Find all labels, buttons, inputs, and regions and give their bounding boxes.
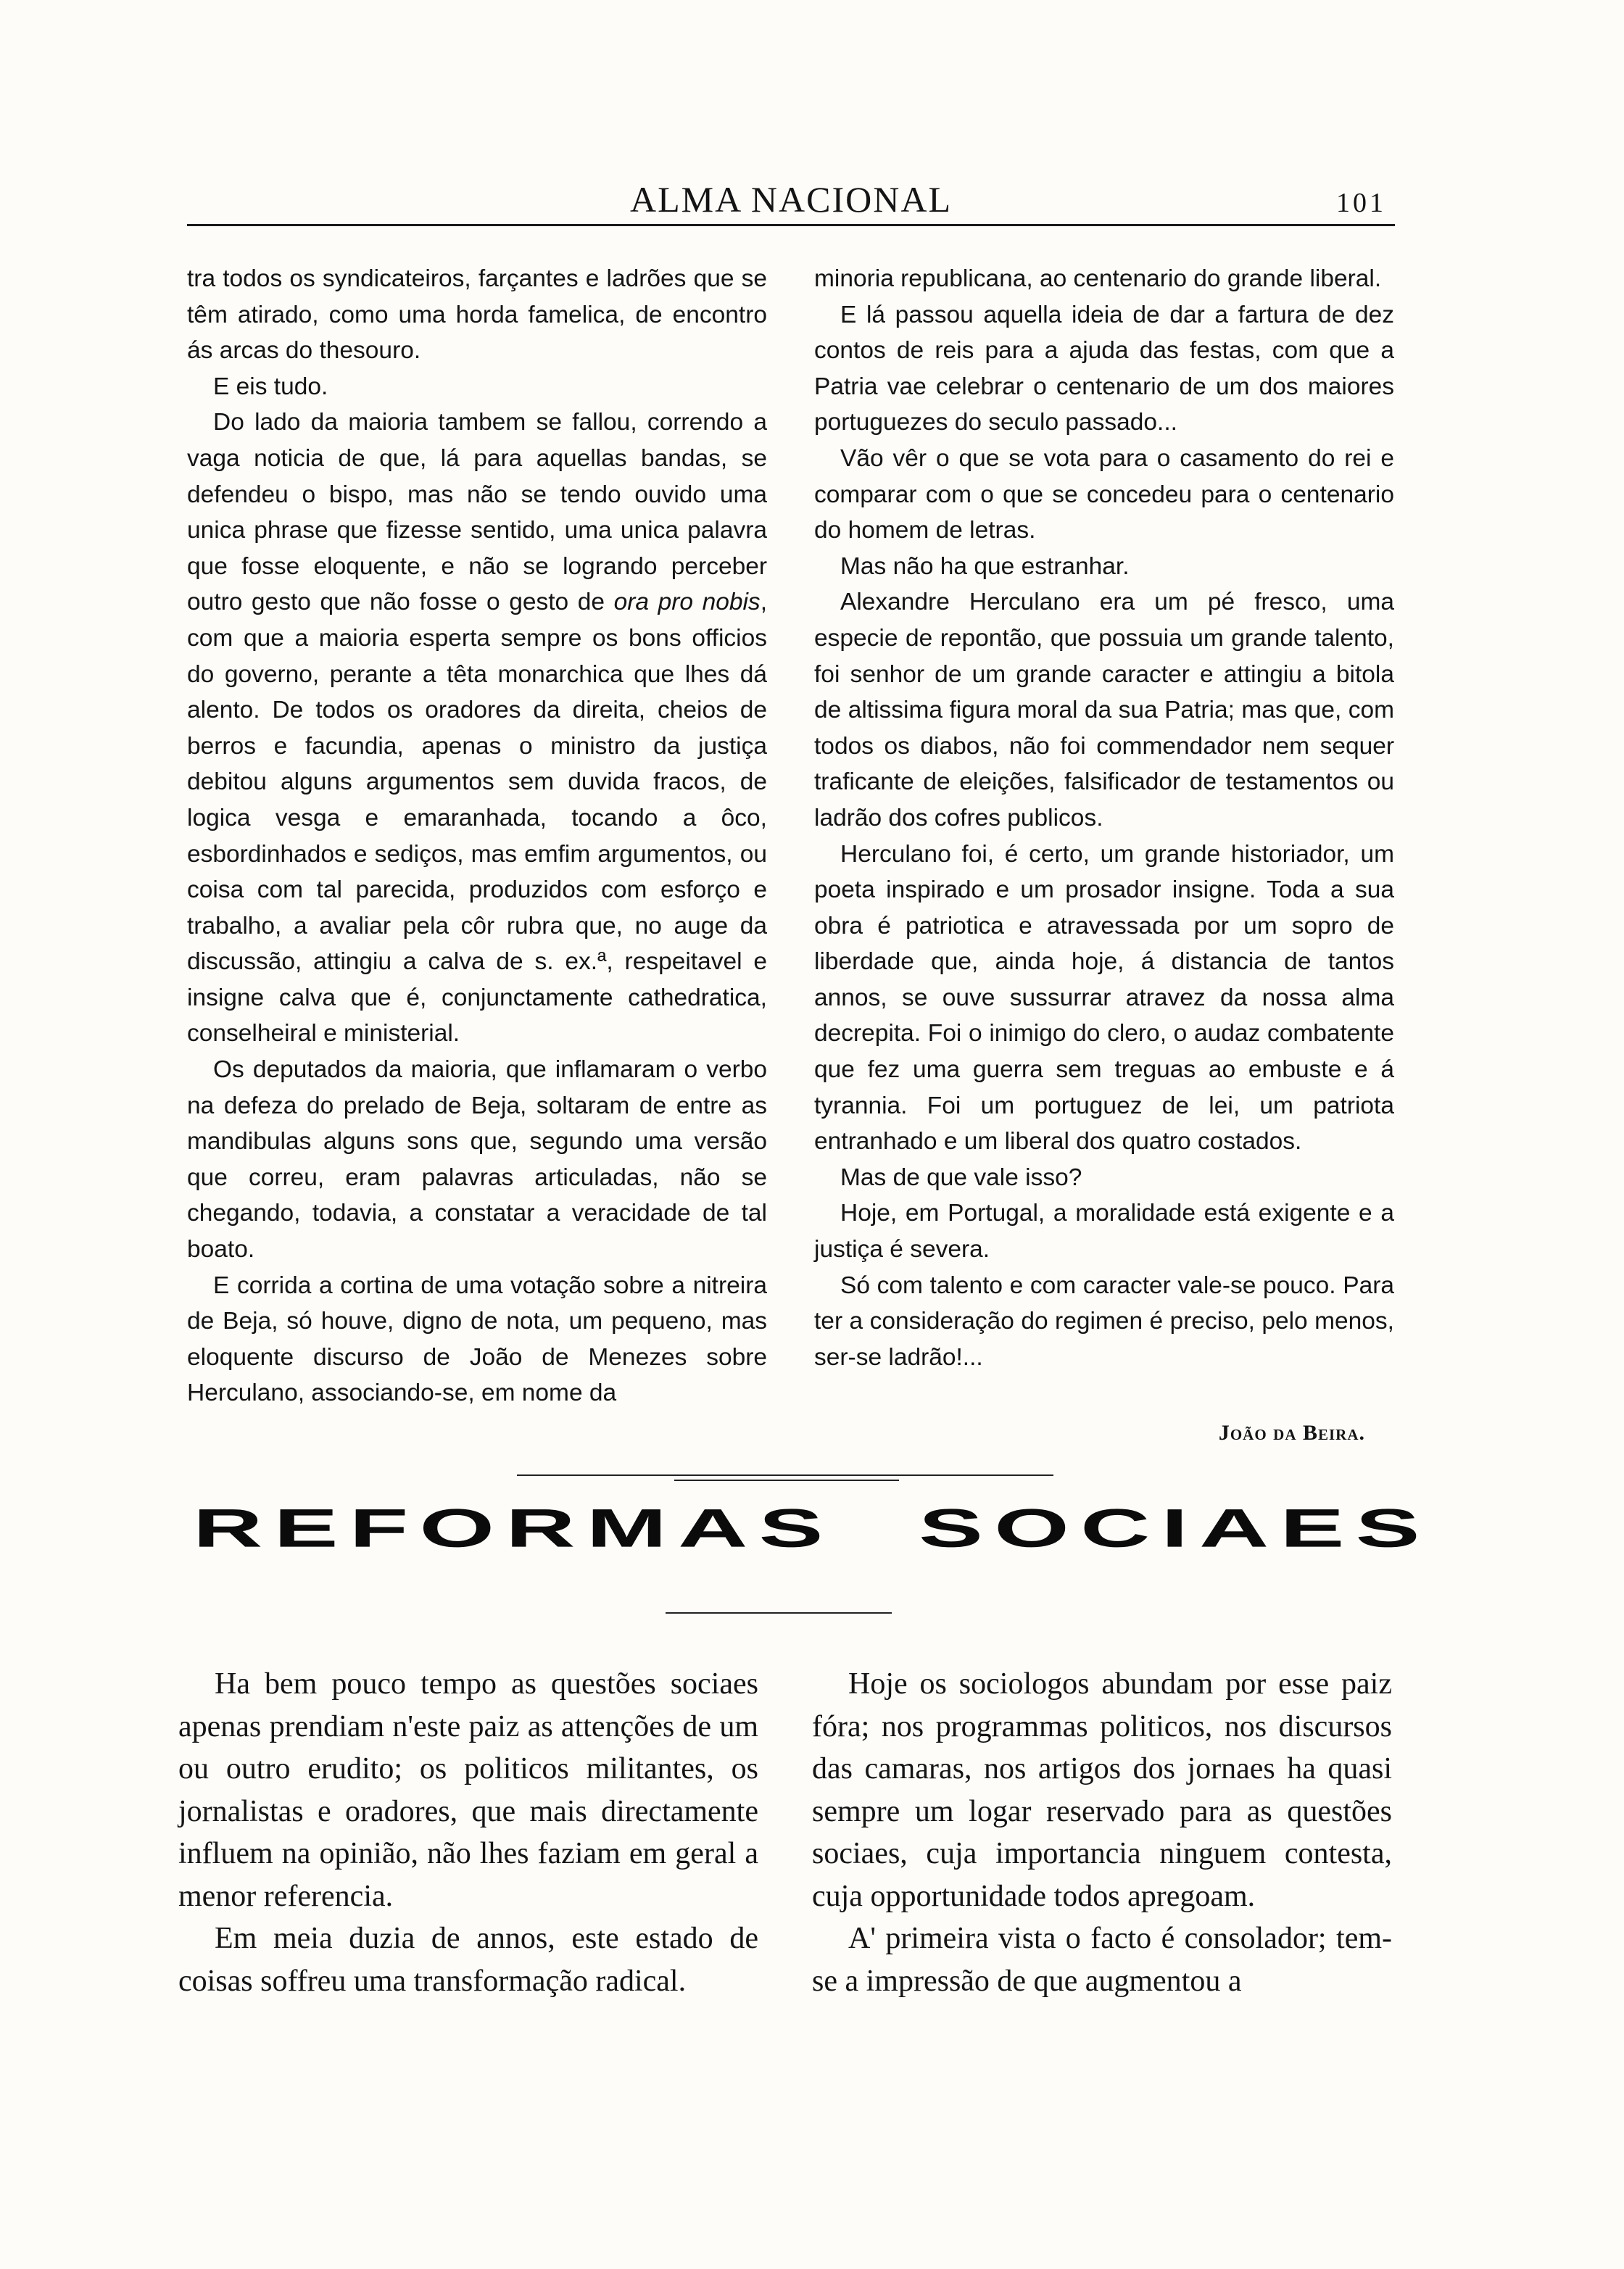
paragraph: Mas de que vale isso? bbox=[840, 1163, 1082, 1191]
paragraph: Hoje, em Portugal, a moralidade está exigente e a justiça é severa. bbox=[814, 1200, 1394, 1264]
journal-title: ALMA NACIONAL bbox=[629, 179, 953, 220]
paragraph: E lá passou aquella ideia de dar a fartura de dez contos de reis para a ajuda das festas, com que a Patria vae celebrar o centenario de um dos maiores portuguezes do seculo passado... bbox=[814, 301, 1394, 436]
latin-phrase: ora pro nobis bbox=[613, 589, 761, 616]
signature-text: João da Beira. bbox=[1218, 1421, 1365, 1445]
paragraph-text: Do lado da maioria tambem se fallou, correndo a vaga noticia de que, lá para aquellas bandas, se defendeu o bispo, mas não se tendo ouvido uma unica phrase que fizesse sentido, uma unica palavra que fosse eloquente, e não se logrando perceber outro gesto que não fosse o gesto de bbox=[187, 409, 767, 616]
section-divider bbox=[517, 1474, 1053, 1476]
section-divider bbox=[674, 1480, 899, 1481]
heading-rule bbox=[666, 1612, 892, 1614]
paragraph: Os deputados da maioria, que inflamaram o verbo na defeza do prelado de Beja, soltaram de entre as mandibulas alguns sons que, segundo uma versão que correu, eram palavras articuladas, não se chegando, todavia, a constatar a veracidade de tal boato. bbox=[187, 1056, 767, 1264]
running-header bbox=[187, 171, 1395, 222]
paragraph: E corrida a cortina de uma votação sobre a nitreira de Beja, só houve, digno de nota, um pequeno, mas eloquente discurso de João de Menezes sobre Herculano, associando-se, em nome da bbox=[187, 1272, 767, 1407]
paragraph: tra todos os syndicateiros, farçantes e ladrões que se têm atirado, como uma horda famelica, de encontro ás arcas do thesouro. bbox=[187, 265, 767, 365]
paragraph: Vão vêr o que se vota para o casamento do rei e comparar com o que se concedeu para o centenario do homem de letras. bbox=[814, 444, 1394, 544]
page-number: 101 bbox=[1336, 188, 1386, 218]
article1-column-right bbox=[814, 261, 1394, 1375]
paragraph: Alexandre Herculano era um pé fresco, uma especie de repontão, que possuia um grande talento, foi senhor de um grande caracter e attingiu a bitola de altissima figura moral da sua Patria; mas que, com todos os diabos, não foi commendador nem sequer traficante de eleições, falsificador de testamentos ou ladrão dos cofres publicos. bbox=[814, 589, 1394, 831]
paragraph bbox=[187, 405, 767, 1052]
paragraph: Só com talento e com caracter vale-se pouco. Para ter a consideração do regimen é preciso, pelo menos, ser-se ladrão!... bbox=[814, 1272, 1394, 1371]
article2-column-left bbox=[178, 1663, 758, 2002]
paragraph: Herculano foi, é certo, um grande historiador, um poeta inspirado e um prosador insigne. Toda a sua obra é patriotica e atravessada por um sopro de liberdade que, ainda hoje, á distancia de tantos annos, se ouve sussurrar atravez da nossa alma decrepita. Foi o inimigo do clero, o audaz combatente que fez uma guerra sem treguas ao embuste e á tyrannia. Foi um portuguez de lei, um patriota entranhado e um liberal dos quatro costados. bbox=[814, 840, 1394, 1156]
article1-column-left bbox=[187, 261, 767, 1411]
article2-column-right bbox=[812, 1663, 1392, 2002]
paragraph: A' primeira vista o facto é consolador; tem-se a impressão de que augmentou a bbox=[812, 1922, 1392, 1998]
paragraph: Ha bem pouco tempo as questões sociaes apenas prendiam n'este paiz as attenções de um ou outro erudito; os politicos militantes, os jornalistas e oradores, que mais directamente influem na opinião, não lhes faziam em geral a menor referencia. bbox=[178, 1667, 758, 1913]
paragraph: E eis tudo. bbox=[213, 373, 328, 400]
paragraph: Mas não ha que estranhar. bbox=[840, 552, 1130, 580]
paragraph-text: , com que a maioria esperta sempre os bons officios do governo, perante a têta monarchica que lhes dá alento. De todos os oradores da direita, cheios de berros e facundia, apenas o ministro da justiça debitou alguns argumentos sem duvida fracos, de logica vesga e emaranhada, tocando a ôco, esbordinhados e sediços, mas emfim argumentos, ou coisa com tal parecida, produzidos com esforço e trabalho, a avaliar pela côr rubra que, no auge da discussão, attingiu a calva de s. ex.ª, respeitavel e insigne calva que é, conjunctamente cathedratica, conselheiral e ministerial. bbox=[187, 589, 767, 1048]
section-heading: REFORMAS SOCIAES bbox=[193, 1498, 1431, 1559]
paragraph: minoria republicana, ao centenario do grande liberal. bbox=[814, 265, 1382, 292]
header-rule bbox=[187, 224, 1395, 226]
paragraph: Em meia duzia de annos, este estado de coisas soffreu uma transformação radical. bbox=[178, 1922, 758, 1998]
paragraph: Hoje os sociologos abundam por esse paiz fóra; nos programmas politicos, nos discursos das camaras, nos artigos dos jornaes ha quasi sempre um logar reservado para as questões sociaes, cuja importancia ninguem contesta, cuja opportunidade todos apregoam. bbox=[812, 1667, 1392, 1913]
author-signature bbox=[814, 1421, 1365, 1445]
